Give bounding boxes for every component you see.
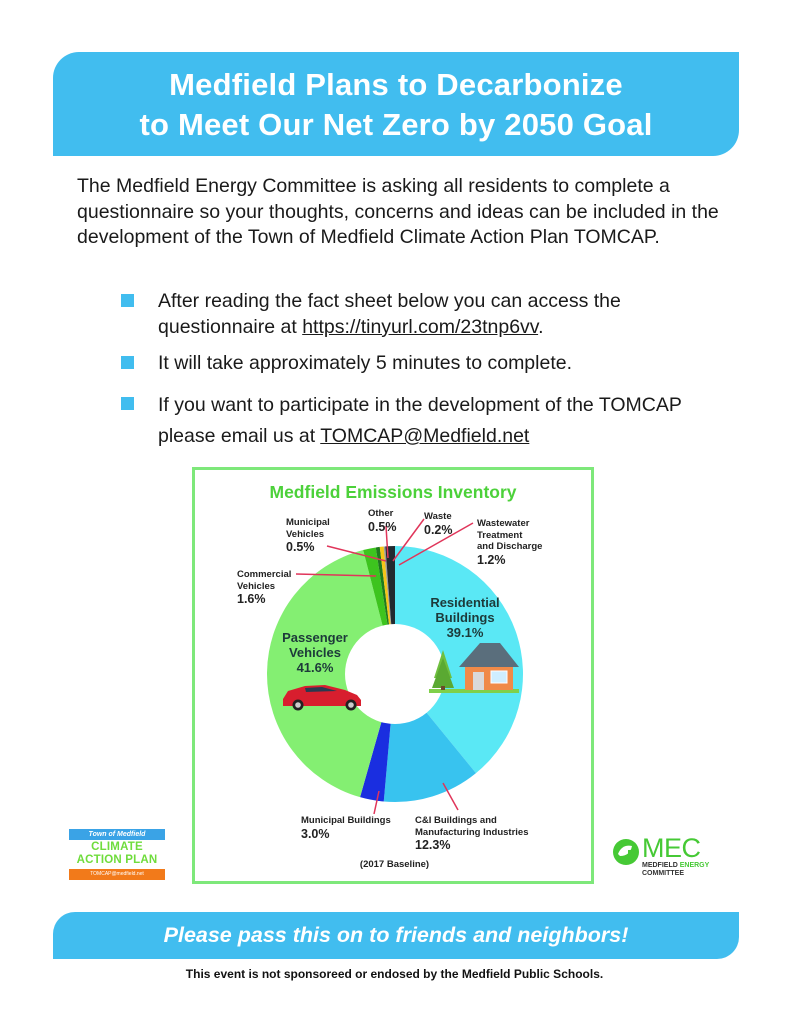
label-waste: Waste 0.2%: [424, 511, 453, 537]
plug-leaf-icon: [612, 838, 640, 866]
bullet-text: If you want to participate in the development of the TOMCAP please email us at: [158, 394, 682, 447]
disclaimer-text: This event is not sponsoreed or endosed by the Medfield Public Schools.: [185, 967, 604, 981]
bullet-text: It will take approximately 5 minutes to complete.: [158, 352, 573, 374]
chart-title: Medfield Emissions Inventory: [269, 482, 517, 502]
label-wastewater: Wastewater Treatment and Discharge 1.2%: [477, 518, 543, 567]
bullet-text: After reading the fact sheet below you can access the questionnaire at: [158, 290, 621, 338]
bullet-text-end: .: [538, 316, 544, 338]
label-commercial-vehicles: Commercial Vehicles 1.6%: [237, 569, 292, 606]
label-municipal-buildings: Municipal Buildings 3.0%: [301, 815, 391, 841]
email-link[interactable]: TOMCAP@Medfield.net: [320, 425, 530, 447]
footer-banner: Please pass this on to friends and neighbors!: [53, 912, 739, 959]
label-residential: Residential Buildings 39.1%: [430, 595, 500, 640]
label-ci-buildings: C&I Buildings and Manufacturing Industries 12.3%: [415, 815, 529, 852]
page-title-line1: Medfield Plans to Decarbonize: [169, 67, 623, 102]
logo-town-text: Town of Medfield: [69, 829, 165, 840]
mec-abbr: MEC: [642, 833, 701, 863]
logo-climate-text: CLIMATE ACTION PLAN: [76, 841, 158, 866]
mec-logo: [612, 833, 732, 878]
logo-email-text: TOMCAP@medfield.net: [69, 869, 165, 880]
label-passenger-vehicles: Passenger Vehicles 41.6%: [282, 630, 348, 675]
label-municipal-vehicles: Municipal Vehicles 0.5%: [286, 517, 330, 554]
label-other: Other 0.5%: [368, 508, 397, 534]
questionnaire-link[interactable]: https://tinyurl.com/23tnp6vv: [302, 316, 539, 338]
chart-footnote: (2017 Baseline): [359, 859, 430, 870]
climate-action-plan-logo: [69, 829, 165, 881]
mec-name: MEDFIELD ENERGY COMMITTEE: [642, 862, 710, 877]
intro-paragraph: The Medfield Energy Committee is asking all residents to complete a questionnaire so your thoughts, concerns and ideas can be included in the development of the Town of Medfield Climate Action Plan TOMCAP.: [77, 175, 719, 248]
page-title-line2: to Meet Our Net Zero by 2050 Goal: [139, 107, 653, 142]
